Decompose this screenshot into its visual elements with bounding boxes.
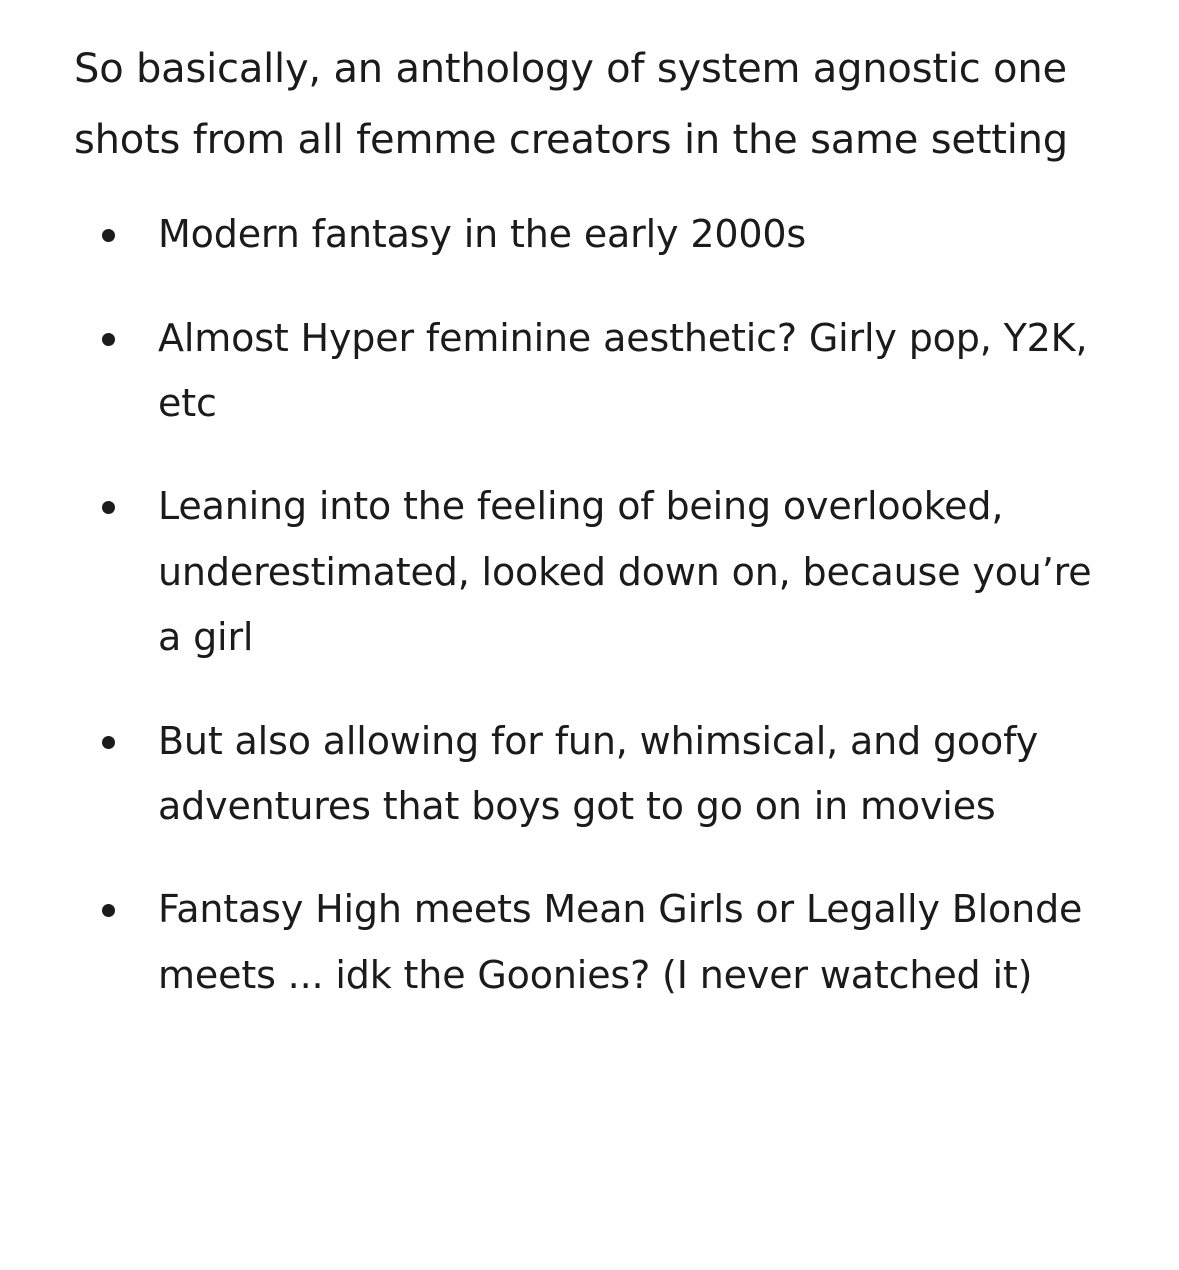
list-item-label: Fantasy High meets Mean Girls or Legally Blonde meets ... idk the Goonies? (I never watched it) [158, 887, 1083, 997]
list-item [74, 202, 1107, 267]
list-item [74, 709, 1107, 840]
list-item [74, 474, 1107, 670]
bullet-dot-icon [102, 501, 115, 514]
bullet-list [74, 202, 1107, 1008]
bullet-dot-icon [102, 904, 115, 917]
list-item [74, 877, 1107, 1008]
intro-paragraph: So basically, an anthology of system agnostic one shots from all femme creators in the same setting [74, 46, 1068, 164]
list-item-label: But also allowing for fun, whimsical, and goofy adventures that boys got to go on in movies [158, 718, 1039, 828]
bullet-dot-icon [102, 736, 115, 749]
list-item-label: Almost Hyper feminine aesthetic? Girly pop, Y2K, etc [158, 315, 1088, 426]
bullet-dot-icon [102, 333, 115, 346]
bullet-dot-icon [102, 229, 115, 242]
list-item-label: Leaning into the feeling of being overlooked, underestimated, looked down on, because you’re a girl [158, 484, 1092, 660]
list-item-label: Modern fantasy in the early 2000s [158, 212, 807, 257]
list-item [74, 306, 1107, 437]
